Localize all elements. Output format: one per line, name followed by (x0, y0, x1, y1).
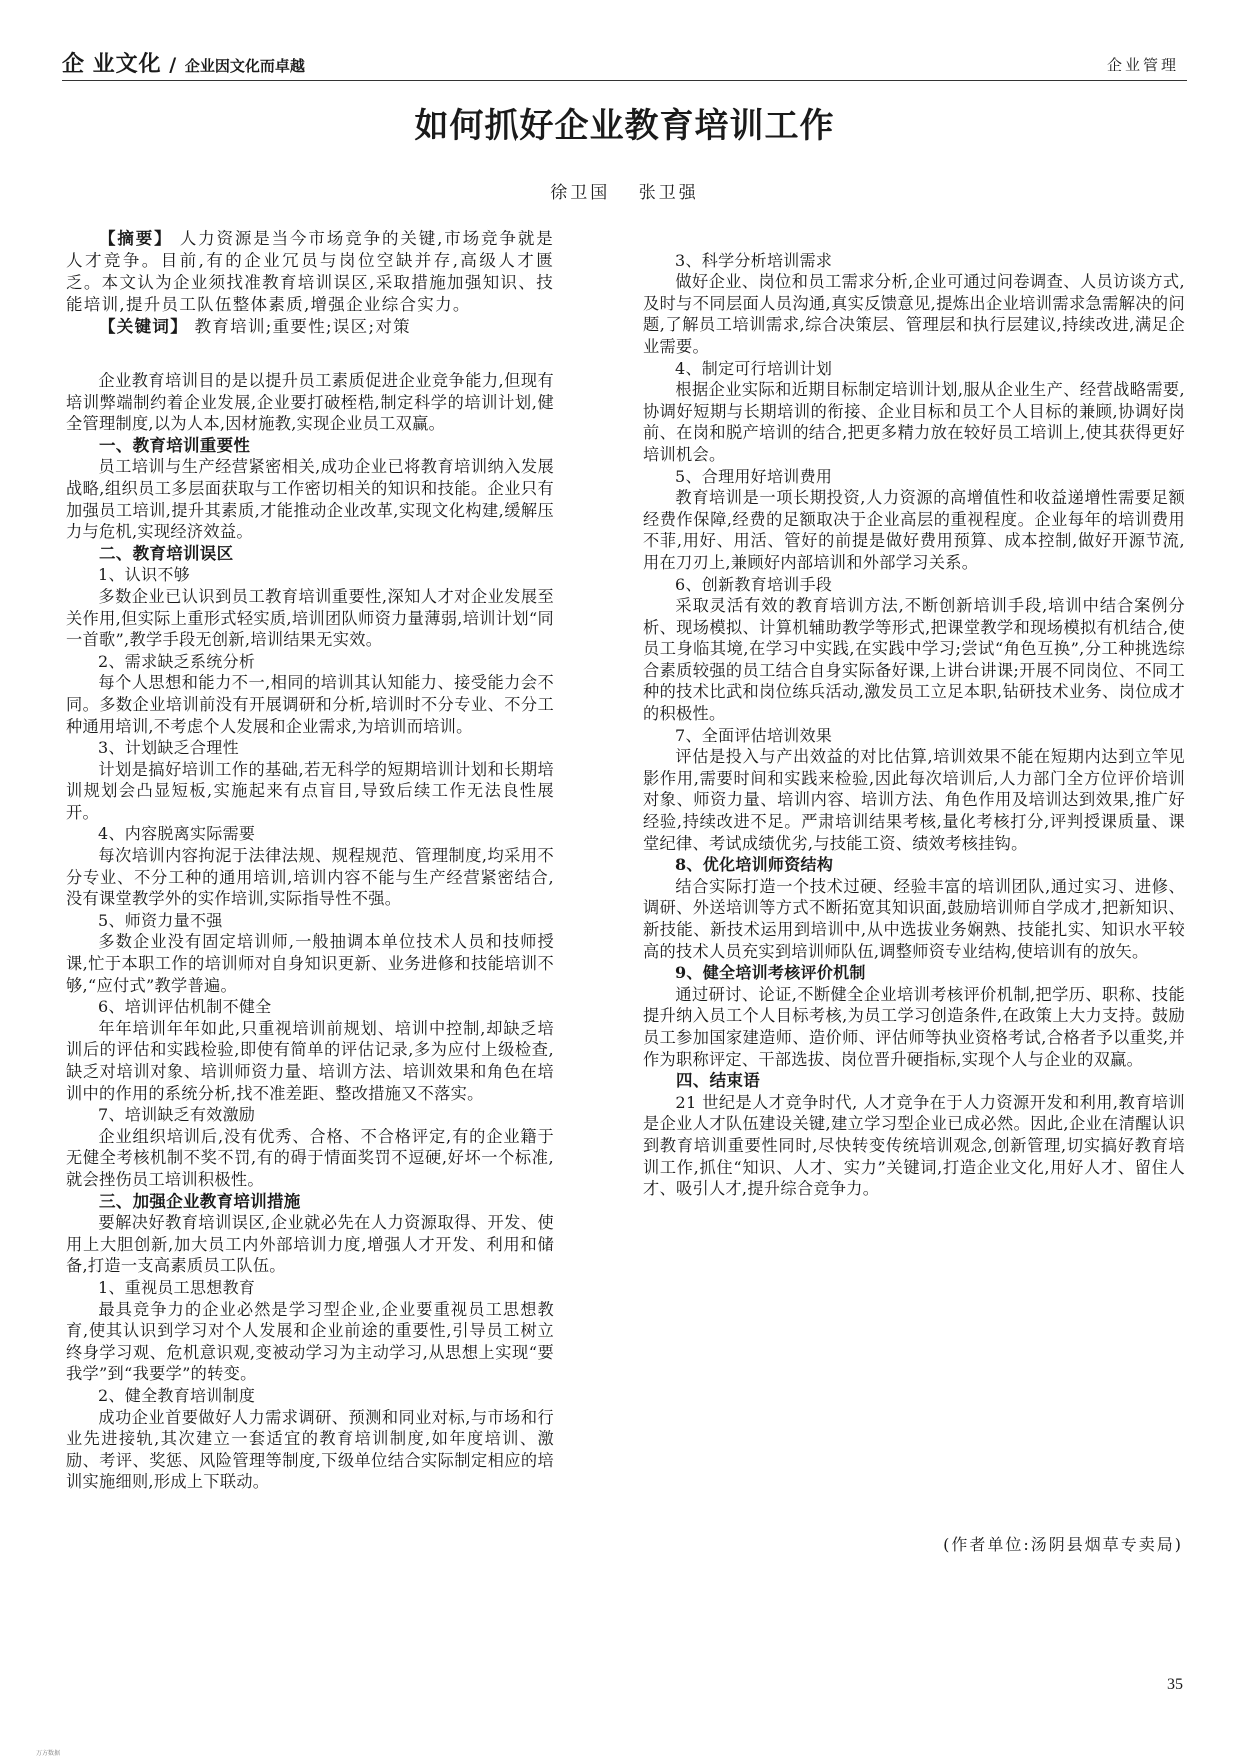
abstract-label: 【摘要】 (99, 229, 173, 248)
subsection-heading: 7、培训缺乏有效激励 (98, 1105, 256, 1125)
column-brand (62, 52, 305, 79)
left-column (66, 228, 554, 1493)
subsection-heading: 5、合理用好培训费用 (675, 466, 833, 486)
subsection-heading: 9、健全培训考核评价机制 (675, 963, 866, 983)
body-paragraph: 计划是搞好培训工作的基础,若无科学的短期培训计划和长期培训规划会凸显短板,实施起来有点盲目,导致后续工作无法良性展开。 (66, 759, 554, 822)
body-paragraph: 评估是投入与产出效益的对比估算,培训效果不能在短期内达到立竿见影作用,需要时间和实践来检验,因此每次培训后,人力部门全方位评价培训对象、师资力量、培训内容、培训方法、角色作用及培训达到效果,推广好经验,持续改进不足。严肃培训结果考核,量化考核打分,评判授课质量、课堂纪律、考试成绩优劣,与技能工资、绩效考核挂钩。 (643, 747, 1185, 853)
section-label: 企业管理 (1106, 56, 1179, 74)
subsection-heading: 7、全面评估培训效果 (675, 725, 833, 745)
body-paragraph: 每个人思想和能力不一,相同的培训其认知能力、接受能力会不同。多数企业培训前没有开展调研和分析,培训时不分专业、不分工种通用培训,不考虑个人发展和企业需求,为培训而培训。 (66, 673, 554, 736)
body-paragraph: 每次培训内容拘泥于法律法规、规程规范、管理制度,均采用不分专业、不分工种的通用培训,培训内容不能与生产经营紧密结合,没有课堂教学外的实作培训,实际指导性不强。 (66, 846, 554, 909)
section-heading: 二、教育培训误区 (99, 543, 234, 563)
author-list (0, 178, 1249, 203)
intro-paragraph: 企业教育培训目的是以提升员工素质促进企业竞争能力,但现有培训弊端制约着企业发展,企业要打破桎梏,制定科学的培训计划,健全管理制度,以为人本,因材施教,实现企业员工双赢。 (66, 371, 554, 434)
body-paragraph: 多数企业没有固定培训师,一般抽调本单位技术人员和技师授课,忙于本职工作的培训师对自身知识更新、业务进修和技能培训不够,“应付式”教学普遍。 (66, 932, 554, 995)
brand-first-char: 企 (62, 52, 86, 77)
author: 徐卫国 (550, 183, 611, 203)
subsection-heading: 4、内容脱离实际需要 (98, 824, 256, 844)
subsection-heading: 2、需求缺乏系统分析 (98, 651, 256, 671)
brand-name: 业文化 (92, 52, 162, 77)
body-paragraph: 教育培训是一项长期投资,人力资源的高增值性和收益递增性需要足额经费作保障,经费的足额取决于企业高层的重视程度。企业每年的培训费用不菲,用好、用活、管好的前提是做好费用预算、成本控制,做好开源节流,用在刀刃上,兼顾好内部培训和外部学习关系。 (643, 488, 1185, 572)
subsection-heading: 3、科学分析培训需求 (675, 250, 833, 270)
keywords-label: 【关键词】 (99, 317, 188, 336)
subsection-heading: 2、健全教育培训制度 (98, 1385, 256, 1405)
abstract (66, 228, 554, 316)
watermark: 万方数据 (36, 1750, 61, 1757)
article-title: 如何抓好企业教育培训工作 (414, 106, 835, 146)
body-paragraph: 多数企业已认识到员工教育培训重要性,深知人才对企业发展至关作用,但实际上重形式轻实质,培训团队师资力量薄弱,培训计划“同一首歌”,教学手段无创新,培训结果无实效。 (66, 586, 554, 650)
body-paragraph: 年年培训年年如此,只重视培训前规划、培训中控制,却缺乏培训后的评估和实践检验,即使有简单的评估记录,多为应付上级检查,缺乏对培训对象、培训师资力量、培训方法、培训效果和角色在培训中的作用的系统分析,找不准差距、整改措施又不落实。 (66, 1018, 554, 1103)
keywords-text: 教育培训;重要性;误区;对策 (194, 317, 411, 336)
section-heading: 三、加强企业教育培训措施 (99, 1191, 301, 1211)
body-paragraph: 员工培训与生产经营紧密相关,成功企业已将教育培训纳入发展战略,组织员工多层面获取与工作密切相关的知识和技能。企业只有加强员工培训,提升其素质,才能推动企业改革,实现文化构建,缓解压力与危机,实现经济效益。 (66, 457, 554, 542)
body-paragraph: 21 世纪是人才竞争时代, 人才竞争在于人力资源开发和利用,教育培训是企业人才队伍建设关键,建立学习型企业已成必然。因此,企业在清醒认识到教育培训重要性同时,尽快转变传统培训观念,创新管理,切实搞好教育培训工作,抓住“知识、人才、实力”关键词,打造企业文化,用好人才、留住人才、吸引人才,提升综合竞争力。 (643, 1092, 1185, 1199)
section-heading: 一、教育培训重要性 (99, 435, 251, 455)
subsection-heading: 3、计划缺乏合理性 (98, 738, 239, 758)
body-paragraph: 做好企业、岗位和员工需求分析,企业可通过问卷调查、人员访谈方式,及时与不同层面人员沟通,真实反馈意见,提炼出企业培训需求急需解决的问题,了解员工培训需求,综合决策层、管理层和执行层建议,持续改进,满足企业需要。 (643, 272, 1185, 356)
subsection-heading: 6、培训评估机制不健全 (98, 997, 272, 1017)
subsection-heading: 6、创新教育培训手段 (675, 574, 833, 594)
subsection-heading: 4、制定可行培训计划 (675, 358, 833, 378)
brand-slogan: 企业因文化而卓越 (184, 57, 305, 75)
body-paragraph: 要解决好教育培训误区,企业就必先在人力资源取得、开发、使用上大胆创新,加大员工内外部培训力度,增强人才开发、利用和储备,打造一支高素质员工队伍。 (66, 1213, 554, 1276)
author-affiliation: (作者单位:汤阴县烟草专卖局) (943, 1535, 1183, 1554)
subsection-heading: 1、重视员工思想教育 (98, 1277, 256, 1297)
subsection-heading: 8、优化培训师资结构 (675, 855, 834, 875)
body-paragraph: 采取灵活有效的教育培训方法,不断创新培训手段,培训中结合案例分析、现场模拟、计算机辅助教学等形式,把课堂教学和现场模拟有机结合,使员工身临其境,在学习中实践,在实践中学习;尝试“角色互换”,分工种挑选综合素质较强的员工结合自身实际备好课,上讲台讲课;开展不同岗位、不同工种的技术比武和岗位练兵活动,激发员工立足本职,钻研技术业务、岗位成才的积极性。 (643, 596, 1185, 724)
page-number: 35 (1167, 1676, 1183, 1693)
subsection-heading: 1、认识不够 (98, 565, 190, 585)
body-paragraph: 结合实际打造一个技术过硬、经验丰富的培训团队,通过实习、进修、调研、外送培训等方式不断拓宽其知识面,鼓励培训师自学成才,把新知识、新技能、新技术运用到培训中,从中选拔业务娴熟、技能扎实、知识水平较高的技术人员充实到培训师队伍,调整师资专业结构,使培训有的放矢。 (643, 876, 1185, 961)
body-paragraph: 企业组织培训后,没有优秀、合格、不合格评定,有的企业籍于无健全考核机制不奖不罚,有的碍于情面奖罚不逗硬,好坏一个标准,就会挫伤员工培训积极性。 (66, 1126, 554, 1189)
abstract-text: 人力资源是当今市场竞争的关键,市场竞争就是人才竞争。目前,有的企业冗员与岗位空缺并存,高级人才匮乏。本文认为企业须找准教育培训误区,采取措施加强知识、技能培训,提升员工队伍整体素质,增强企业综合实力。 (66, 229, 555, 314)
keywords (66, 316, 554, 338)
body-paragraph: 根据企业实际和近期目标制定培训计划,服从企业生产、经营战略需要,协调好短期与长期培训的衔接、企业目标和员工个人目标的兼顾,协调好岗前、在岗和脱产培训的结合,把更多精力放在较好员工培训上,使其获得更好培训机会。 (643, 380, 1185, 464)
subsection-heading: 5、师资力量不强 (98, 910, 223, 930)
body-paragraph: 成功企业首要做好人力需求调研、预测和同业对标,与市场和行业先进接轨,其次建立一套适宜的教育培训制度,如年度培训、激励、考评、奖惩、风险管理等制度,下级单位结合实际制定相应的培训实施细则,形成上下联动。 (66, 1407, 554, 1492)
section-heading: 四、结束语 (676, 1071, 760, 1091)
right-column (643, 228, 1185, 1200)
brand-separator: / (169, 54, 178, 76)
author: 张卫强 (638, 183, 699, 203)
running-header (62, 52, 1187, 81)
body-paragraph: 最具竞争力的企业必然是学习型企业,企业要重视员工思想教育,使其认识到学习对个人发展和企业前途的重要性,引导员工树立终身学习观、危机意识观,变被动学习为主动学习,从思想上实现“要我学”到“我要学”的转变。 (66, 1299, 554, 1384)
body-paragraph: 通过研讨、论证,不断健全企业培训考核评价机制,把学历、职称、技能提升纳入员工个人目标考核,为员工学习创造条件,在政策上大力支持。鼓励员工参加国家建造师、造价师、评估师等执业资格考试,合格者予以重奖,并作为职称评定、干部选拔、岗位晋升硬指标,实现个人与企业的双赢。 (643, 984, 1185, 1069)
